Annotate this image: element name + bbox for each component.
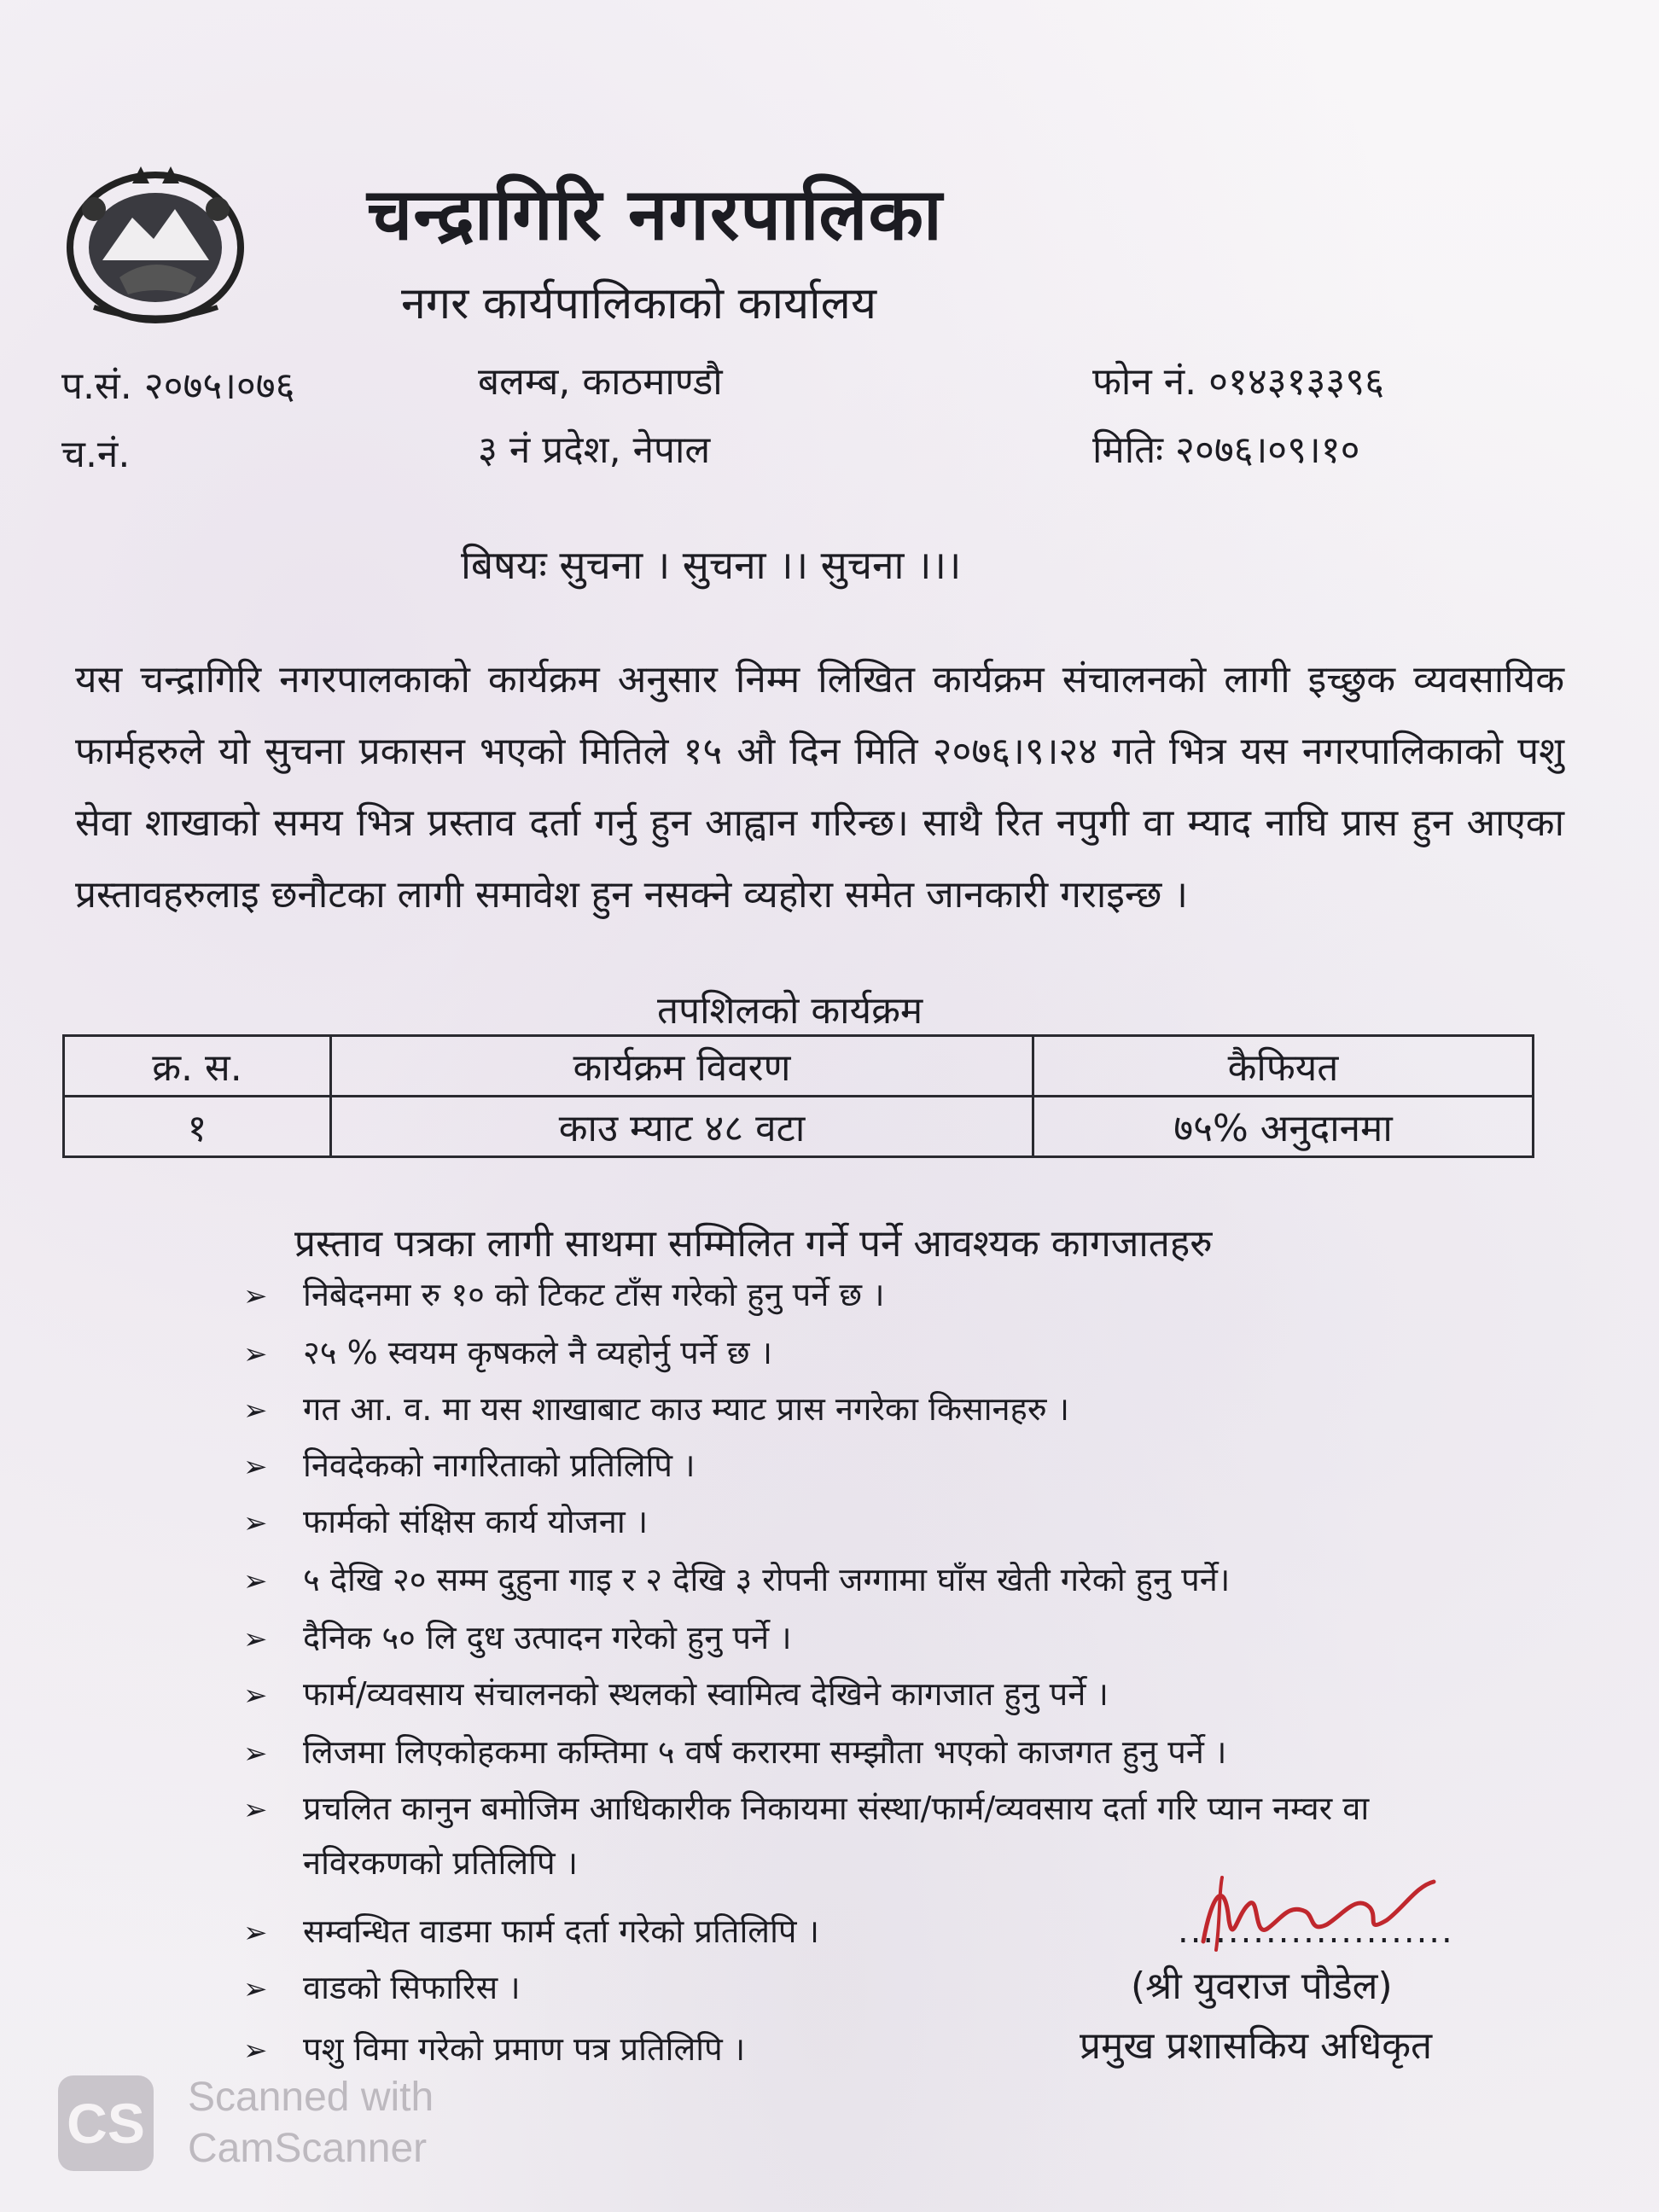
list-item: ➢ पशु विमा गरेको प्रमाण पत्र प्रतिलिपि ।	[243, 2030, 746, 2068]
list-item: ➢ निबेदनमा रु १० को टिकट टाँस गरेको हुनु पर्ने छ ।	[243, 1276, 885, 1313]
arrow-bullet-icon: ➢	[243, 1279, 268, 1313]
table-cell: १	[64, 1097, 331, 1157]
list-item: ➢ २५ % स्वयम कृषकले नै व्यहोर्नु पर्ने छ ।	[243, 1334, 772, 1371]
arrow-bullet-icon: ➢	[243, 1737, 268, 1771]
arrow-bullet-icon: ➢	[243, 1506, 268, 1540]
office-title: चन्द्रागिरि नगरपालिका	[367, 172, 943, 256]
arrow-bullet-icon: ➢	[243, 1793, 268, 1827]
reference-fiscal-year: प.सं. २०७५।०७६	[61, 364, 295, 408]
arrow-bullet-icon: ➢	[243, 1394, 268, 1428]
office-subtitle: नगर कार्यपालिकाको कार्यालय	[401, 278, 877, 329]
list-item: ➢ वाडको सिफारिस ।	[243, 1969, 521, 2006]
dispatch-number: च.नं.	[61, 433, 131, 476]
address-line-2: ३ नं प्रदेश, नेपाल	[478, 428, 711, 472]
arrow-bullet-icon: ➢	[243, 1972, 268, 2006]
table-cell: ७५% अनुदानमा	[1033, 1097, 1534, 1157]
table-header-row	[64, 1036, 1534, 1097]
list-item: ➢ सम्वन्धित वाडमा फार्म दर्ता गरेको प्रतिलिपि ।	[243, 1912, 819, 1950]
nepal-emblem-icon	[60, 158, 252, 324]
arrow-bullet-icon: ➢	[243, 1679, 268, 1713]
program-table	[62, 1034, 1534, 1158]
column-header: कैफियत	[1033, 1036, 1534, 1097]
address-line-1: बलम्ब, काठमाण्डौ	[478, 360, 723, 404]
phone-number: फोन नं. ०१४३१३३९६	[1092, 360, 1385, 404]
scanner-watermark: Scanned with CamScanner	[188, 2075, 434, 2171]
list-item: ➢ निवदेकको नागरिताको प्रतिलिपि ।	[243, 1447, 696, 1484]
notice-body: यस चन्द्रागिरि नगरपालकाको कार्यक्रम अनुसार निम्म लिखित कार्यक्रम संचालनको लागी इच्छुक व्यवसायिक फार्महरुले यो सुचना प्रकासन भएको मितिले १५ औ दिन मिति २०७६।९।२४ गते भित्र यस नगरपालिकाको पशु सेवा शाखाको समय भित्र प्रस्ताव दर्ता गर्नु हुन आह्वान गरिन्छ। साथै रित नपुगी वा म्याद नाघि प्रास हुन आएका प्रस्तावहरुलाइ छनौटका लागी समावेश हुन नसक्ने व्यहोरा समेत जानकारी गराइन्छ ।	[75, 658, 1564, 917]
arrow-bullet-icon: ➢	[243, 1337, 268, 1371]
list-item-continuation: नविरकणको प्रतिलिपि ।	[303, 1844, 579, 1882]
arrow-bullet-icon: ➢	[243, 1450, 268, 1484]
table-cell: काउ म्याट ४८ वटा	[331, 1097, 1033, 1157]
arrow-bullet-icon: ➢	[243, 1622, 268, 1656]
column-header: कार्यक्रम विवरण	[331, 1036, 1033, 1097]
signer-name: (श्री युवराज पौडेल)	[1131, 1965, 1393, 2008]
column-header: क्र. स.	[64, 1036, 331, 1097]
list-item: ➢ ५ देखि २० सम्म दुहुना गाइ र २ देखि ३ रोपनी जग्गामा घाँस खेती गरेको हुनु पर्ने।	[243, 1561, 1231, 1598]
arrow-bullet-icon: ➢	[243, 1916, 268, 1950]
signature-line: ......................	[1178, 1912, 1454, 1951]
table-caption: तपशिलको कार्यक्रम	[657, 989, 923, 1033]
list-item: ➢ फार्म/व्यवसाय संचालनको स्थलको स्वामित्व देखिने कागजात हुनु पर्ने ।	[243, 1675, 1109, 1713]
requirements-heading: प्रस्ताव पत्रका लागी साथमा सम्मिलित गर्ने पर्ने आवश्यक कागजातहरु	[294, 1222, 1213, 1266]
subject-line: बिषयः सुचना । सुचना ।। सुचना ।।।	[461, 542, 962, 588]
document-date: मितिः २०७६।०९।१०	[1092, 428, 1360, 472]
list-item: ➢ फार्मको संक्षिस कार्य योजना ।	[243, 1503, 649, 1540]
table-row	[64, 1097, 1534, 1157]
list-item: ➢ प्रचलित कानुन बमोजिम आधिकारीक निकायमा संस्था/फार्म/व्यवसाय दर्ता गरि प्यान नम्वर वा	[243, 1790, 1370, 1827]
arrow-bullet-icon: ➢	[243, 2034, 268, 2068]
camscanner-logo-icon: CS	[58, 2075, 154, 2171]
arrow-bullet-icon: ➢	[243, 1564, 268, 1598]
list-item: ➢ गत आ. व. मा यस शाखाबाट काउ म्याट प्रास नगरेका किसानहरु ।	[243, 1390, 1070, 1428]
list-item: ➢ लिजमा लिएकोहकमा कम्तिमा ५ वर्ष करारमा सम्झौता भएको काजगत हुनु पर्ने ।	[243, 1733, 1227, 1771]
list-item: ➢ दैनिक ५० लि दुध उत्पादन गरेको हुनु पर्ने ।	[243, 1619, 792, 1656]
signer-designation: प्रमुख प्रशासकिय अधिकृत	[1080, 2024, 1433, 2068]
